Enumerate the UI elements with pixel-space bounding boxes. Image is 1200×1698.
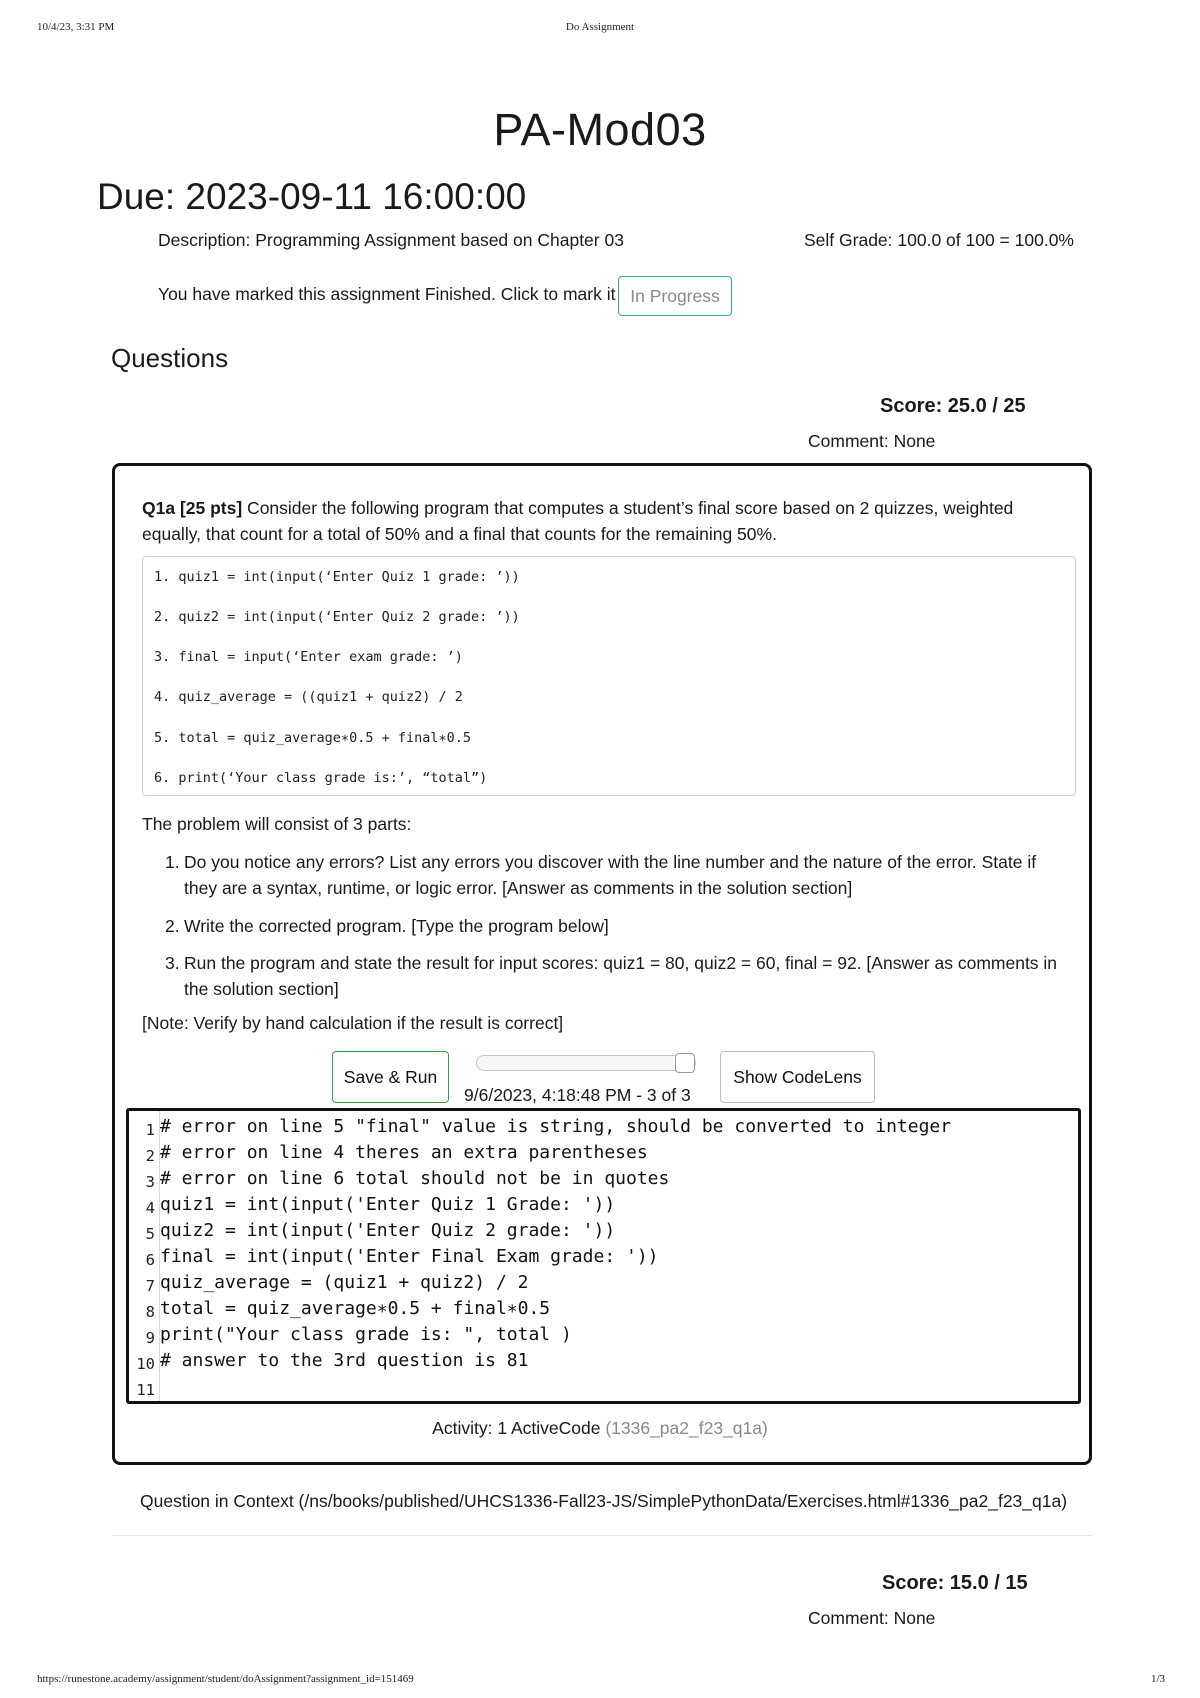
editor-line[interactable]: total = quiz_average∗0.5 + final∗0.5 xyxy=(160,1298,551,1319)
line-number: 11 xyxy=(136,1381,155,1399)
status-text: You have marked this assignment Finished. Click to mark it xyxy=(158,284,616,304)
editor-line[interactable]: quiz2 = int(input('Enter Quiz 2 grade: ')) xyxy=(160,1220,616,1241)
line-number: 10 xyxy=(136,1355,155,1373)
line-number: 5 xyxy=(145,1225,155,1243)
history-slider-handle[interactable] xyxy=(675,1053,695,1073)
line-number: 3 xyxy=(145,1173,155,1191)
question-score: Score: 25.0 / 25 xyxy=(880,395,1026,417)
part-number: 2. xyxy=(165,916,180,936)
code-line: 5. total = quiz_average∗0.5 + final∗0.5 xyxy=(154,730,471,746)
page-title: PA-Mod03 xyxy=(493,104,707,155)
editor-line[interactable]: # error on line 5 "final" value is string, should be converted to integer xyxy=(160,1116,952,1137)
questions-heading: Questions xyxy=(111,343,229,373)
editor-line[interactable]: print("Your class grade is: ", total ) xyxy=(160,1324,572,1345)
question-context-link[interactable]: Question in Context (/ns/books/published/UHCS1336-Fall23-JS/SimplePythonData/Exercises.html#1336_pa2_f23_q1a) xyxy=(140,1491,1068,1511)
question-prompt-text: Consider the following program that computes a student’s final score based on 2 quizzes, weighted equally, that count for a total of 50% and a final that counts for the remaining 50%. xyxy=(142,498,1014,544)
code-line: 3. final = input(‘Enter exam grade: ’) xyxy=(154,649,463,665)
activity-text: Activity: 1 ActiveCode xyxy=(432,1418,606,1438)
print-doc-title: Do Assignment xyxy=(565,21,635,33)
line-number: 7 xyxy=(145,1277,155,1295)
editor-line[interactable]: quiz1 = int(input('Enter Quiz 1 Grade: ')) xyxy=(160,1194,616,1215)
code-line: 4. quiz_average = ((quiz1 + quiz2) / 2 xyxy=(154,689,463,705)
mark-in-progress-button[interactable]: In Progress xyxy=(618,276,732,316)
print-page-number: 1/3 xyxy=(1151,1673,1166,1685)
history-timestamp: 9/6/2023, 4:18:48 PM - 3 of 3 xyxy=(464,1085,691,1105)
part-text: Write the corrected program. [Type the program below] xyxy=(184,916,609,936)
section-divider xyxy=(112,1535,1092,1536)
editor-line[interactable]: final = int(input('Enter Final Exam grade: ')) xyxy=(160,1246,659,1267)
part-text: Do you notice any errors? List any errors you discover with the line number and the nature of the error. State if they are a syntax, runtime, or logic error. [Answer as comments in the solution section] xyxy=(184,852,1037,898)
note-text: [Note: Verify by hand calculation if the result is correct] xyxy=(142,1013,564,1033)
print-url: https://runestone.academy/assignment/student/doAssignment?assignment_id=151469 xyxy=(37,1673,414,1685)
code-line: 6. print(‘Your class grade is:’, “total”) xyxy=(154,770,488,786)
line-number: 8 xyxy=(145,1303,155,1321)
part-text: Run the program and state the result for input scores: quiz1 = 80, quiz2 = 60, final = 92. [Answer as comments in the solution section] xyxy=(184,953,1058,999)
part-number: 3. xyxy=(165,953,180,973)
editor-line[interactable]: # error on line 4 theres an extra parentheses xyxy=(160,1142,648,1163)
editor-line[interactable]: # error on line 6 total should not be in quotes xyxy=(160,1168,670,1189)
editor-line[interactable]: quiz_average = (quiz1 + quiz2) / 2 xyxy=(160,1272,529,1293)
line-number: 4 xyxy=(145,1199,155,1217)
line-number: 2 xyxy=(145,1147,155,1165)
question-prompt xyxy=(142,495,1062,547)
editor-line[interactable]: # answer to the 3rd question is 81 xyxy=(160,1350,529,1371)
show-codelens-button[interactable]: Show CodeLens xyxy=(720,1051,875,1103)
save-run-button[interactable]: Save & Run xyxy=(332,1051,449,1103)
activity-id: (1336_pa2_f23_q1a) xyxy=(605,1418,768,1438)
question-label: Q1a [25 pts] xyxy=(142,498,243,518)
question-comment: Comment: None xyxy=(808,1608,936,1628)
parts-intro: The problem will consist of 3 parts: xyxy=(142,814,412,834)
line-number: 9 xyxy=(145,1329,155,1347)
print-datetime: 10/4/23, 3:31 PM xyxy=(37,21,115,33)
code-line: 1. quiz1 = int(input(‘Enter Quiz 1 grade: ’)) xyxy=(154,569,520,585)
code-line: 2. quiz2 = int(input(‘Enter Quiz 2 grade: ’)) xyxy=(154,609,520,625)
due-date: Due: 2023-09-11 16:00:00 xyxy=(97,176,527,217)
line-number: 6 xyxy=(145,1251,155,1269)
original-code-block xyxy=(142,556,1076,796)
question-score: Score: 15.0 / 15 xyxy=(882,1572,1028,1594)
self-grade: Self Grade: 100.0 of 100 = 100.0% xyxy=(804,230,1074,250)
part-number: 1. xyxy=(165,852,180,872)
line-number: 1 xyxy=(145,1121,155,1139)
assignment-description: Description: Programming Assignment based on Chapter 03 xyxy=(158,230,624,250)
history-slider[interactable] xyxy=(476,1055,696,1071)
activity-label xyxy=(0,1418,1200,1439)
question-comment: Comment: None xyxy=(808,431,936,451)
